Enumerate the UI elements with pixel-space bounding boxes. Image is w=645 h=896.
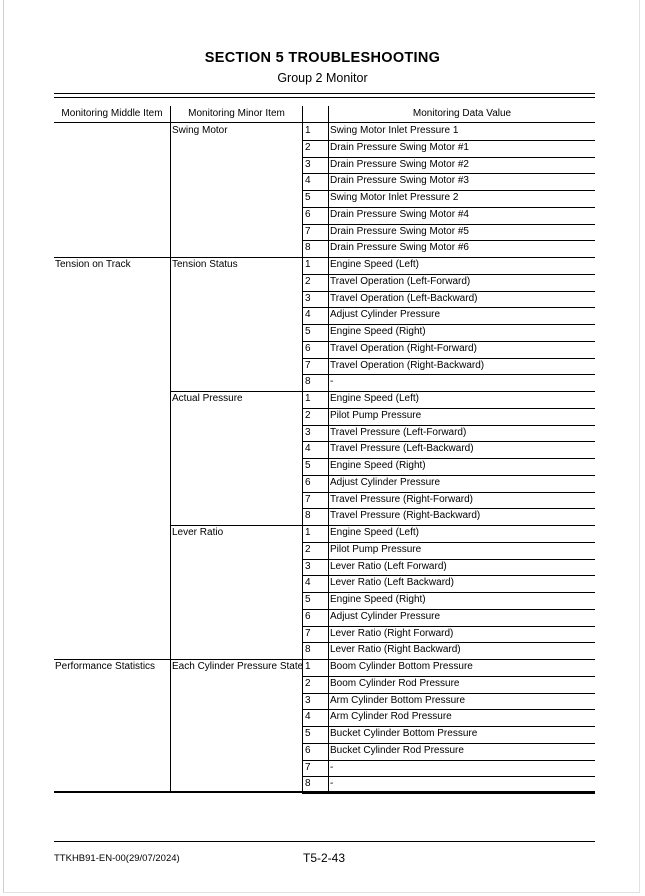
row-number: 8 bbox=[305, 242, 311, 254]
data-value-cell: Travel Pressure (Right-Forward) bbox=[330, 493, 473, 505]
row-divider bbox=[302, 776, 595, 777]
data-value-cell: Lever Ratio (Left Backward) bbox=[330, 577, 454, 589]
data-value-cell: Pilot Pump Pressure bbox=[330, 409, 422, 421]
row-number: 8 bbox=[305, 778, 311, 790]
data-value-cell: Drain Pressure Swing Motor #6 bbox=[330, 242, 469, 254]
minor-item-cell: Tension Status bbox=[172, 259, 238, 270]
data-value-cell: Travel Operation (Right-Backward) bbox=[330, 359, 485, 371]
row-number: 6 bbox=[305, 476, 311, 488]
data-value-cell: - bbox=[330, 761, 334, 773]
row-number: 2 bbox=[305, 141, 311, 153]
footer-rule bbox=[54, 841, 595, 842]
data-value-cell: Arm Cylinder Rod Pressure bbox=[330, 711, 452, 723]
row-number: 4 bbox=[305, 175, 311, 187]
data-value-cell: Drain Pressure Swing Motor #5 bbox=[330, 225, 469, 237]
row-number: 4 bbox=[305, 443, 311, 455]
data-value-cell: Drain Pressure Swing Motor #4 bbox=[330, 208, 469, 220]
data-value-cell: Adjust Cylinder Pressure bbox=[330, 476, 441, 488]
data-value-cell: Engine Speed (Left) bbox=[330, 393, 419, 404]
row-number: 5 bbox=[305, 728, 311, 739]
middle-item-cell: Tension on Track bbox=[55, 259, 131, 270]
row-number: 8 bbox=[305, 510, 311, 522]
col-header-middle-item: Monitoring Middle Item bbox=[61, 108, 163, 119]
data-value-cell: Travel Operation (Left-Backward) bbox=[330, 292, 478, 304]
row-number: 5 bbox=[305, 460, 311, 471]
data-value-cell: Adjust Cylinder Pressure bbox=[330, 309, 441, 321]
row-number: 5 bbox=[305, 192, 311, 203]
data-value-cell: Travel Operation (Left-Forward) bbox=[330, 275, 471, 287]
data-value-cell: Arm Cylinder Bottom Pressure bbox=[330, 694, 466, 706]
row-number: 3 bbox=[305, 158, 311, 170]
data-value-cell: Pilot Pump Pressure bbox=[330, 543, 422, 555]
top-rule-2 bbox=[54, 97, 595, 98]
data-value-cell: Engine Speed (Left) bbox=[330, 527, 419, 538]
row-number: 1 bbox=[305, 393, 311, 404]
row-number: 6 bbox=[305, 610, 311, 622]
row-number: 2 bbox=[305, 677, 311, 689]
row-number: 2 bbox=[305, 543, 311, 555]
column-divider bbox=[328, 106, 329, 791]
row-number: 5 bbox=[305, 326, 311, 337]
data-value-cell: Travel Pressure (Left-Forward) bbox=[330, 426, 467, 438]
row-number: 3 bbox=[305, 694, 311, 706]
row-number: 6 bbox=[305, 342, 311, 354]
header-bottom-rule bbox=[54, 122, 595, 123]
row-number: 4 bbox=[305, 577, 311, 589]
middle-item-cell: Performance Statistics bbox=[55, 661, 156, 672]
data-value-cell: Travel Operation (Right-Forward) bbox=[330, 342, 477, 354]
row-number: 7 bbox=[305, 761, 311, 773]
row-number: 8 bbox=[305, 376, 311, 388]
row-number: 1 bbox=[305, 527, 311, 538]
data-value-cell: Engine Speed (Right) bbox=[330, 326, 426, 337]
row-number: 3 bbox=[305, 560, 311, 572]
row-number: 6 bbox=[305, 744, 311, 756]
row-number: 5 bbox=[305, 594, 311, 605]
row-number: 2 bbox=[305, 409, 311, 421]
column-divider bbox=[302, 106, 303, 791]
row-number: 3 bbox=[305, 292, 311, 304]
minor-item-cell: Actual Pressure bbox=[172, 393, 243, 404]
minor-item-cell: Swing Motor bbox=[172, 125, 228, 136]
data-value-cell: Boom Cylinder Rod Pressure bbox=[330, 677, 460, 689]
data-value-cell: Lever Ratio (Left Forward) bbox=[330, 560, 447, 572]
page-number: T5-2-43 bbox=[303, 851, 346, 865]
group-subtitle: Group 2 Monitor bbox=[277, 71, 368, 85]
data-value-cell: Bucket Cylinder Rod Pressure bbox=[330, 744, 464, 756]
top-rule-1 bbox=[54, 93, 595, 94]
row-number: 4 bbox=[305, 309, 311, 321]
row-number: 1 bbox=[305, 259, 311, 270]
data-value-cell: Swing Motor Inlet Pressure 2 bbox=[330, 192, 459, 203]
data-value-cell: - bbox=[330, 376, 334, 388]
row-number: 7 bbox=[305, 493, 311, 505]
data-value-cell: Boom Cylinder Bottom Pressure bbox=[330, 661, 473, 672]
row-number: 7 bbox=[305, 627, 311, 639]
data-value-cell: Engine Speed (Right) bbox=[330, 460, 426, 471]
row-number: 1 bbox=[305, 661, 311, 672]
row-divider bbox=[302, 374, 595, 375]
row-number: 4 bbox=[305, 711, 311, 723]
row-number: 1 bbox=[305, 125, 311, 136]
row-number: 7 bbox=[305, 359, 311, 371]
data-value-cell: Drain Pressure Swing Motor #2 bbox=[330, 158, 469, 170]
data-value-cell: Adjust Cylinder Pressure bbox=[330, 610, 441, 622]
row-number: 6 bbox=[305, 208, 311, 220]
document-code: TTKHB91-EN-00(29/07/2024) bbox=[54, 853, 180, 864]
minor-item-cell: Lever Ratio bbox=[172, 527, 224, 538]
data-value-cell: Travel Pressure (Right-Backward) bbox=[330, 510, 481, 522]
row-divider bbox=[302, 793, 595, 794]
minor-item-cell: Each Cylinder Pressure State bbox=[172, 661, 304, 672]
row-number: 2 bbox=[305, 275, 311, 287]
data-value-cell: Engine Speed (Right) bbox=[330, 594, 426, 605]
data-value-cell: Drain Pressure Swing Motor #3 bbox=[330, 175, 469, 187]
row-number: 7 bbox=[305, 225, 311, 237]
data-value-cell: Swing Motor Inlet Pressure 1 bbox=[330, 125, 459, 136]
data-value-cell: Lever Ratio (Right Backward) bbox=[330, 644, 461, 656]
data-value-cell: Lever Ratio (Right Forward) bbox=[330, 627, 454, 639]
data-value-cell: Bucket Cylinder Bottom Pressure bbox=[330, 728, 478, 739]
row-divider bbox=[302, 760, 595, 761]
column-divider bbox=[170, 106, 171, 791]
col-header-data-value: Monitoring Data Value bbox=[412, 108, 512, 119]
section-title: SECTION 5 TROUBLESHOOTING bbox=[204, 50, 441, 66]
table-bottom-rule bbox=[54, 791, 595, 793]
data-value-cell: - bbox=[330, 778, 334, 790]
row-number: 3 bbox=[305, 426, 311, 438]
data-value-cell: Travel Pressure (Left-Backward) bbox=[330, 443, 474, 455]
col-header-minor-item: Monitoring Minor Item bbox=[188, 108, 285, 119]
data-value-cell: Engine Speed (Left) bbox=[330, 259, 419, 270]
row-number: 8 bbox=[305, 644, 311, 656]
data-value-cell: Drain Pressure Swing Motor #1 bbox=[330, 141, 469, 153]
